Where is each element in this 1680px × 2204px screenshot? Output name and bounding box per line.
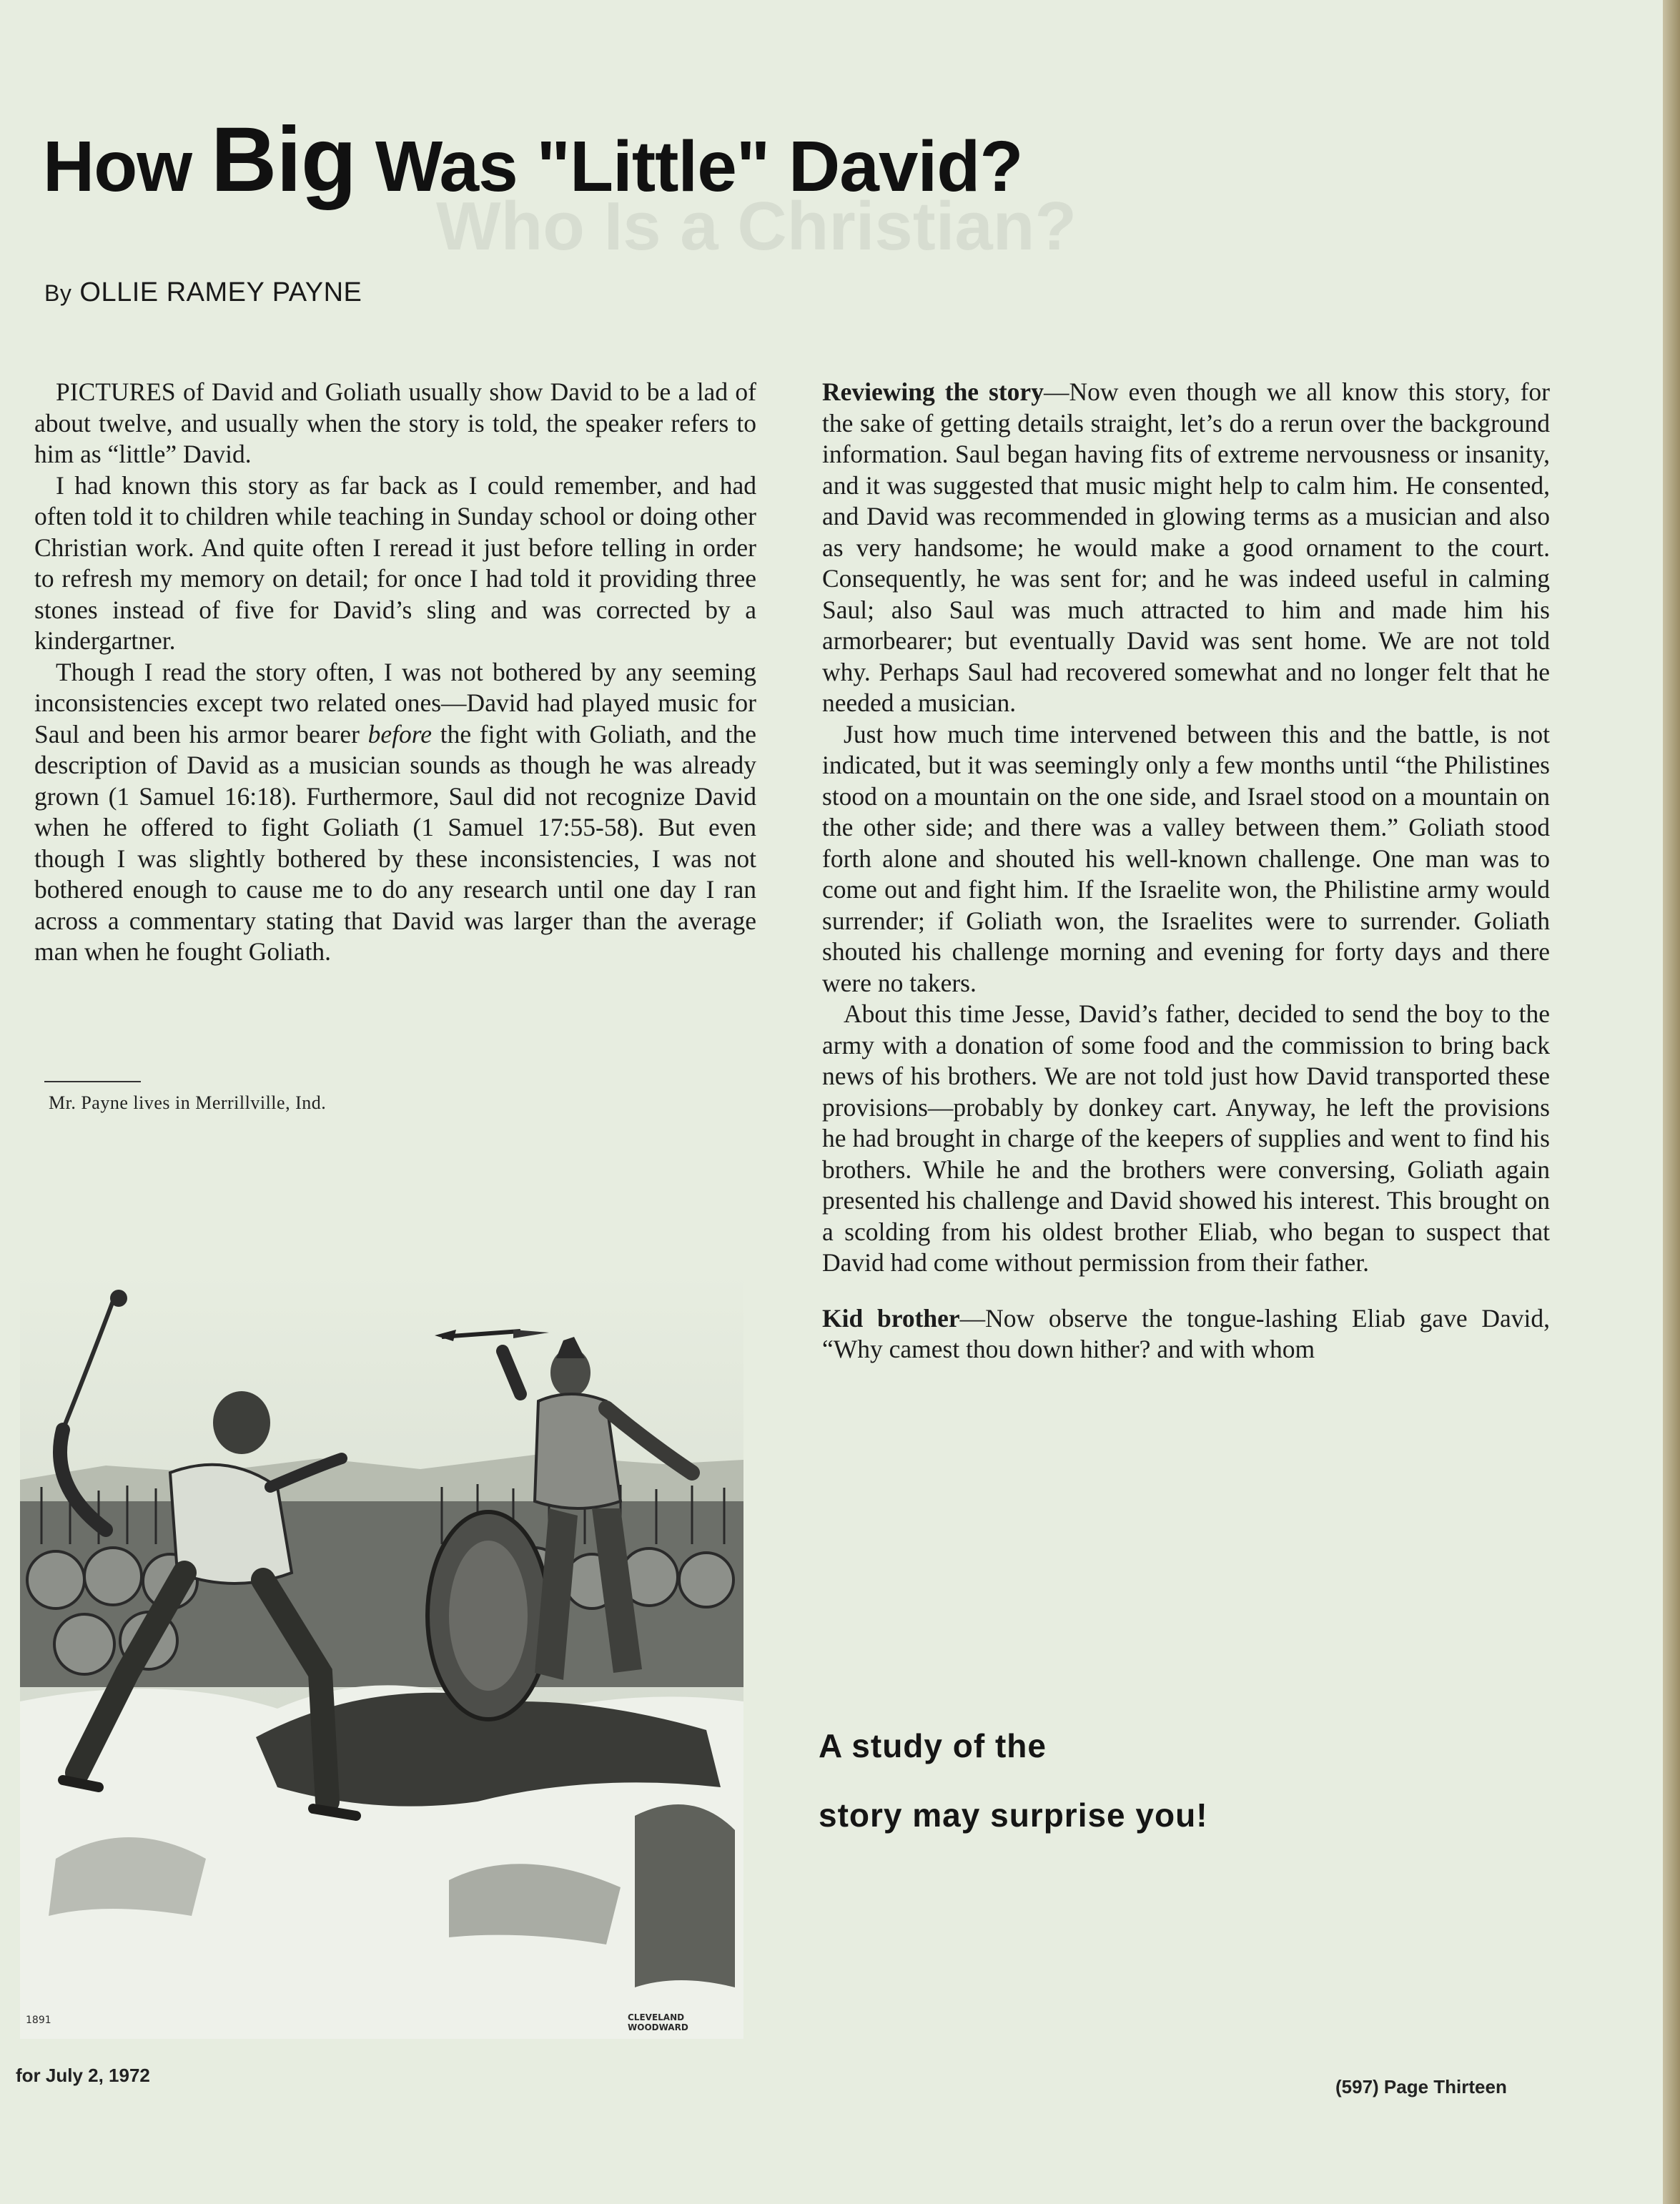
paragraph: About this time Jesse, David’s father, decided to send the boy to the army with a donation of some food and the commission to bring back news of his brothers. We are not told just how David transported these provisions—probably by donkey cart. Anyway, he left the provisions he had brought in charge of the keepers of supplies and went to find his brothers. While he and the brothers were conversing, Goliath again presented his challenge and David showed his interest. This brought on a scolding from his oldest brother Eliab, who began to suspect that David had come without permission from their father. bbox=[822, 999, 1550, 1277]
title-big-word: Big bbox=[210, 109, 357, 211]
paragraph: Just how much time intervened between this and the battle, is not indicated, but it was seemingly only a few months until “the Philistines stood on a mountain on the one side, and Israel stood on a mountain on the other side; and there was a valley between them.” Goliath stood forth alone and shouted his well-known challenge. One man was to come out and fight him. If the Israelite won, the Philistine army would surrender; if Goliath won, the Israelites were to surrender. Goliath shouted his challenge morning and evening for forty days and there were no takers. bbox=[822, 719, 1550, 997]
footnote-rule bbox=[44, 1081, 141, 1082]
paragraph: I had known this story as far back as I could remember, and had often told it to children while teaching in Sunday school or doing other Christian work. And quite often I reread it just before telling in order to refresh my memory on detail; for once I had told it providing three stones instead of five for David’s sling and was corrected by a kindergartner. bbox=[34, 470, 756, 655]
section-subhead: Reviewing the story bbox=[822, 377, 1044, 406]
title-part-2: Was "Little" David? bbox=[356, 127, 1023, 207]
show-through-text: Who Is a Christian? bbox=[436, 188, 1077, 265]
emphasis: before bbox=[367, 719, 433, 748]
paragraph-text: Though I read the story often, I was not bothered by any seeming inconsistencies except two related ones—David had played music for Saul and been his armor bearer bbox=[34, 657, 756, 748]
author-footnote: Mr. Payne lives in Merrillville, Ind. bbox=[49, 1092, 327, 1113]
article-title bbox=[43, 107, 1022, 212]
paragraph bbox=[34, 657, 756, 968]
paragraph-text: the fight with Goliath, and the description of David as a musician sounds as though he was already grown (1 Samuel 16:18). Furthermore, Saul did not recognize David when he offered to fight Goliath (1 Samuel 17:55-58). But even though I was slightly bothered by these inconsistencies, I was not bothered enough to cause me to do any research until one day I ran across a commentary stating that David was larger than the average man when he fought Goliath. bbox=[34, 719, 756, 966]
page-edge bbox=[1663, 0, 1680, 2204]
section-subhead: Kid brother bbox=[822, 1303, 960, 1333]
artist-signature: WOODWARD bbox=[628, 2022, 688, 2032]
byline-author: OLLIE RAMEY PAYNE bbox=[79, 277, 362, 307]
paragraph-text: —Now observe the tongue-lashing Eliab gave David, “Why camest thou down hither? and with whom bbox=[822, 1303, 1550, 1363]
issue-date: for July 2, 1972 bbox=[16, 2065, 150, 2086]
right-column bbox=[822, 377, 1550, 1365]
paragraph-text: —Now even though we all know this story, for the sake of getting details straight, let’s do a rerun over the background information. Saul began having fits of extreme nervousness or insanity, and it was suggested that music might help to calm him. He consented, and David was recommended in glowing terms as a musician and also as very handsome; he would make a good ornament to the court. Consequently, he was sent for; and he was indeed useful in calming Saul; also Saul was much attracted to him and made him his armorbearer; but eventually David was sent home. We are not told why. Perhaps Saul had recovered somewhat and no longer felt that he needed a musician. bbox=[822, 377, 1550, 717]
paragraph bbox=[822, 377, 1550, 719]
paragraph bbox=[822, 1303, 1550, 1365]
page-number: (597) Page Thirteen bbox=[1335, 2076, 1507, 2097]
title-part-1: How bbox=[43, 127, 211, 207]
left-column bbox=[34, 377, 756, 968]
byline-prefix: By bbox=[44, 280, 72, 306]
corner-mark: 1891 bbox=[26, 2015, 51, 2026]
byline bbox=[44, 277, 362, 308]
paragraph: PICTURES of David and Goliath usually show David to be a lad of about twelve, and usually when the story is told, the speaker refers to him as “little” David. bbox=[34, 377, 756, 468]
teaser-line: story may surprise you! bbox=[819, 1797, 1208, 1834]
teaser-line: A study of the bbox=[819, 1727, 1047, 1764]
david-goliath-illustration bbox=[20, 1273, 743, 2039]
artist-signature: CLEVELAND bbox=[628, 2012, 685, 2022]
